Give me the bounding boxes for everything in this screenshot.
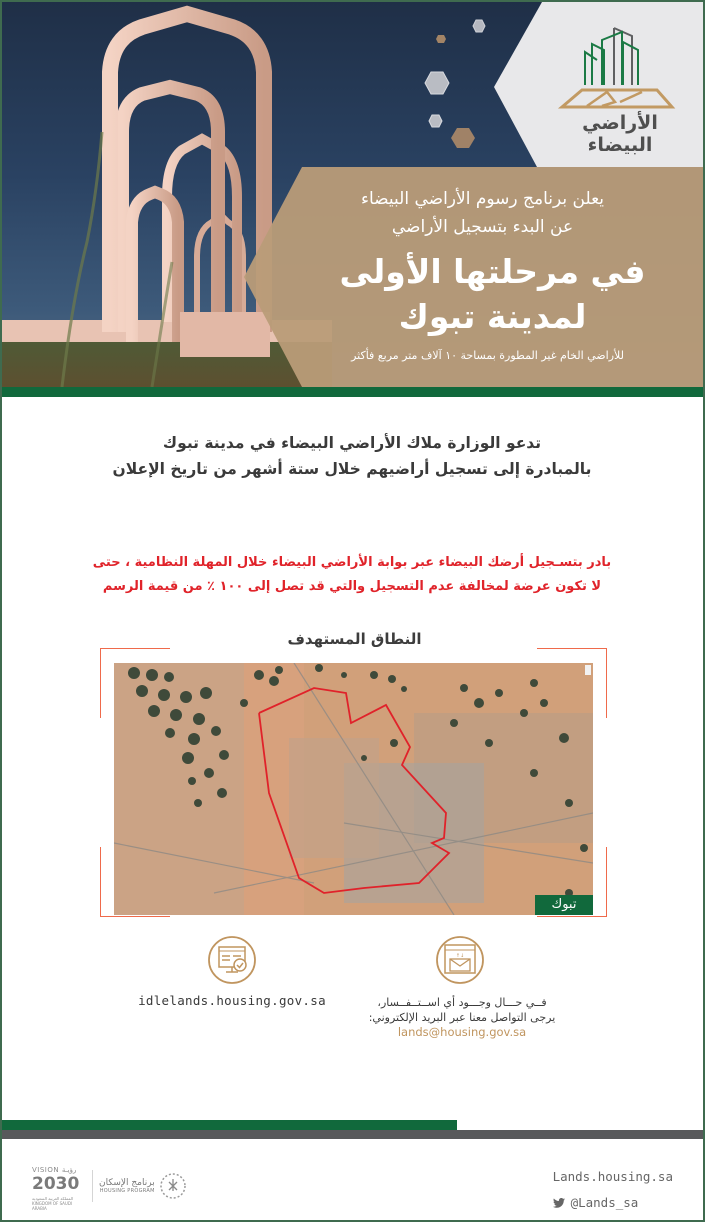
footer-site-link[interactable]: Lands.housing.sa [552, 1169, 673, 1184]
footer-green-bar [2, 1120, 457, 1130]
hero-subnote: للأراضي الخام غير المطورة بمساحة ١٠ آلاف متر مربع فأكثر [351, 349, 624, 362]
footer-logos [30, 1166, 187, 1211]
twitter-handle-link[interactable]: @Lands_sa [570, 1195, 639, 1210]
svg-text:↑↓: ↑↓ [455, 953, 465, 959]
hero-divider-band [2, 387, 703, 397]
map-zoom-control[interactable] [585, 665, 591, 675]
warning-line2: لا تكون عرضة لمخالفة عدم التسجيل والتي قد تصل إلى ١٠٠ ٪ من قيمة الرسم [102, 579, 602, 594]
saudi-emblem-icon [159, 1172, 187, 1200]
email-link[interactable]: lands@housing.gov.sa [397, 1025, 527, 1039]
housing-program-logo: برنامج الإسكان HOUSING PROGRAM [99, 1172, 187, 1200]
penalty-warning [62, 551, 642, 599]
target-area-map [114, 663, 593, 915]
hero-intro-line1: يعلن برنامج رسوم الأراضي البيضاء [360, 189, 604, 209]
footer-grey-bar [2, 1130, 703, 1139]
hero-headline-city: لمدينة تبوك [398, 297, 587, 336]
logo-divider [92, 1170, 93, 1202]
map-title: النطاق المستهدف [287, 630, 422, 648]
invitation-line1: تدعو الوزارة ملاك الأراضي البيضاء في مدينة تبوك [162, 434, 542, 452]
invitation-line2: بالمبادرة إلى تسجيل أراضيهم خلال ستة أشهر من تاريخ الإعلان [112, 460, 592, 478]
hero-announcement [302, 167, 703, 387]
invitation-text [62, 430, 642, 482]
hero-intro-line2: عن البدء بتسجيل الأراضي [391, 217, 574, 237]
web-portal-check-icon [207, 935, 257, 985]
warning-line1: بادر بتسـجيل أرضك البيضاء عبر بوابة الأراضي البيضاء خلال المهلة النظامية ، حتى [92, 555, 612, 570]
portal-link[interactable]: idlelands.housing.gov.sa [138, 993, 326, 1008]
vision-2030-logo: VISION رؤيـة 2030 المملكة العربية السعودية KINGDOM OF SAUDI ARABIA [32, 1166, 80, 1211]
twitter-bird-icon [553, 1198, 565, 1208]
hero-banner [2, 2, 703, 387]
email-contact [342, 995, 582, 1040]
footer-links [553, 1164, 673, 1216]
satellite-map-image [114, 663, 593, 915]
mail-line1: فــي حـــال وجـــود أي اســتــفــسار، [377, 996, 547, 1009]
logo-wordmark: الأراضي البيضاء [582, 112, 658, 156]
email-envelope-icon [435, 935, 485, 985]
hero-headline-phase: في مرحلتها الأولى [339, 252, 646, 291]
mail-line2: يرجى التواصل معنا عبر البريد الإلكتروني: [368, 1011, 556, 1024]
map-city-label: تبوك [535, 895, 593, 915]
